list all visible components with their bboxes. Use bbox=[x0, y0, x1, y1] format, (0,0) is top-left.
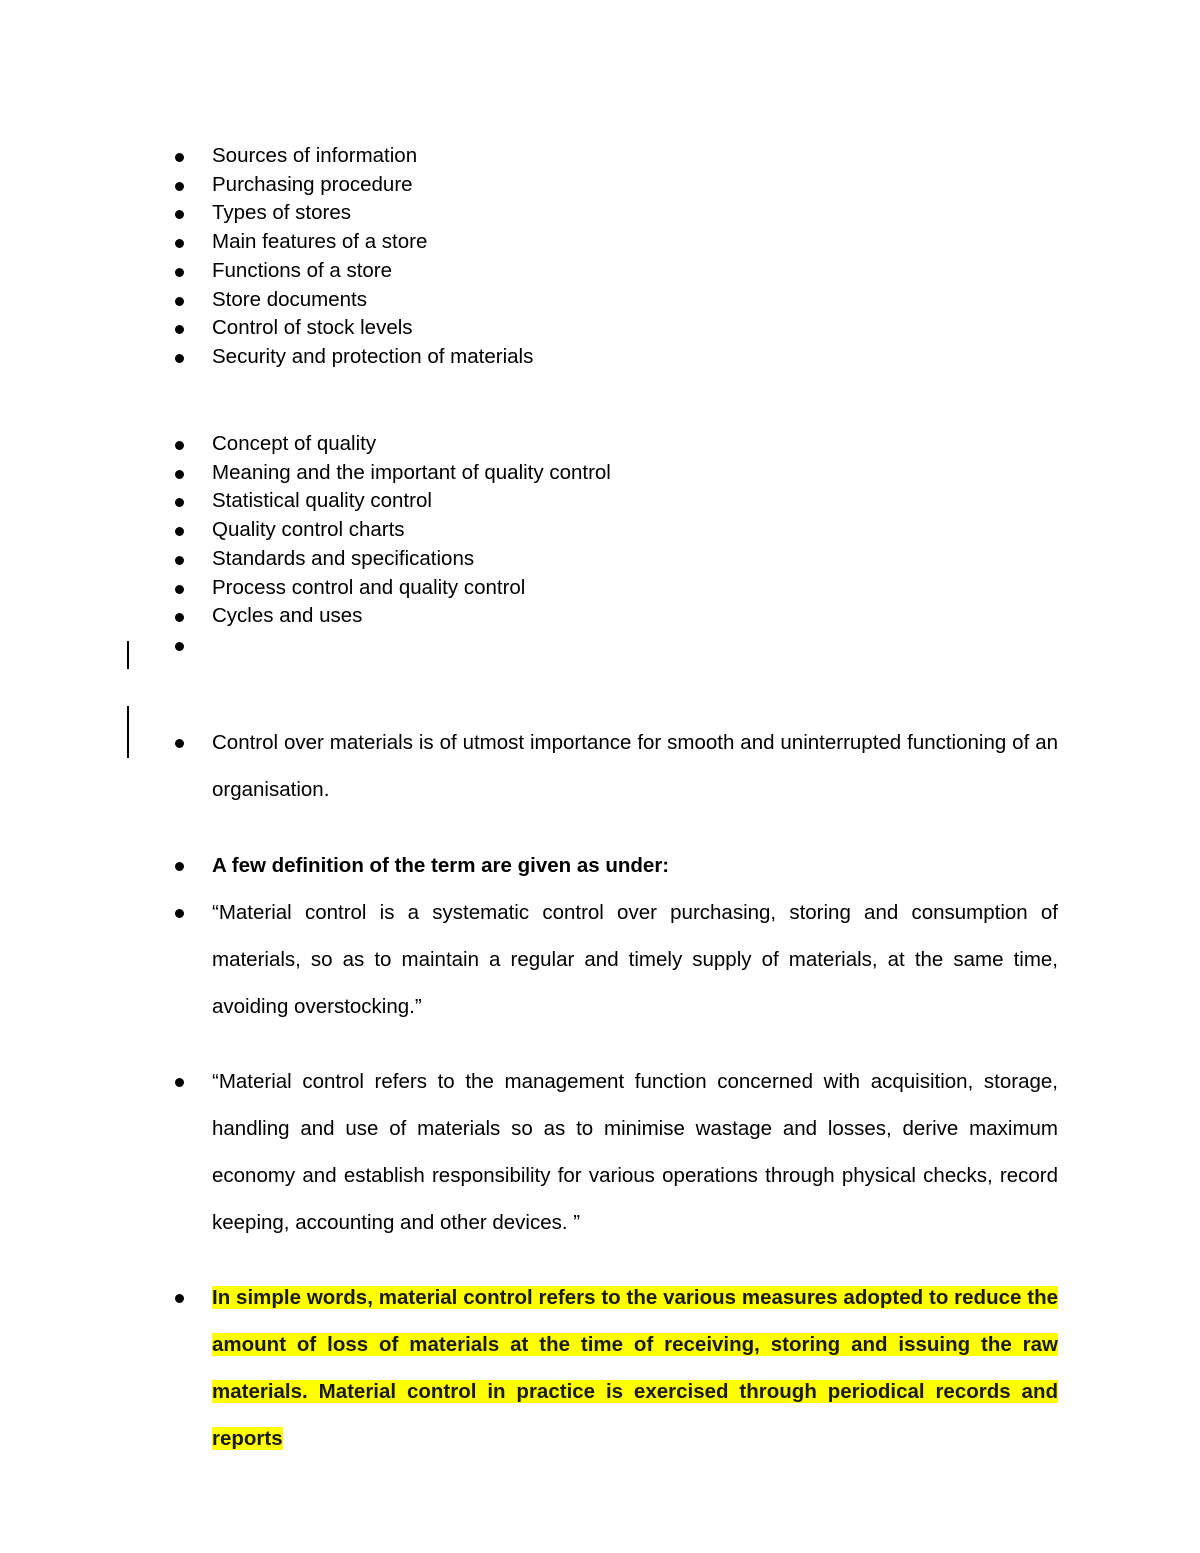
paragraph-list bbox=[0, 719, 1058, 813]
bullet-icon bbox=[175, 239, 184, 248]
bullet-icon bbox=[175, 862, 184, 871]
list-item bbox=[0, 286, 1058, 315]
paragraph-list bbox=[0, 1274, 1058, 1462]
list-item-label: Store documents bbox=[212, 287, 367, 311]
list-item-label: Main features of a store bbox=[212, 230, 428, 254]
list-item bbox=[0, 142, 1058, 171]
list-item bbox=[0, 430, 1058, 459]
list-item-label: Quality control charts bbox=[212, 518, 405, 542]
list-item bbox=[0, 574, 1058, 603]
definition-one: “Material control is a systematic control over purchasing, storing and consumption of materials, so as to maintain a regular and timely supply of materials, at the same time, avoiding overstocking.” bbox=[212, 901, 1058, 1018]
list-item bbox=[0, 1058, 1058, 1246]
list-item-label: Functions of a store bbox=[212, 258, 393, 282]
list-item bbox=[0, 343, 1058, 372]
list-item-label: Purchasing procedure bbox=[212, 172, 413, 196]
definition-two: “Material control refers to the management function concerned with acquisition, storage, handling and use of materials so as to minimise wastage and losses, derive maximum economy and establish responsibility for various operations through physical checks, record keeping, accounting and other devices. ” bbox=[212, 1070, 1058, 1234]
bullet-icon bbox=[175, 556, 184, 565]
list-item-label: Statistical quality control bbox=[212, 489, 432, 513]
bullet-icon bbox=[175, 585, 184, 594]
topic-list-one bbox=[0, 142, 1058, 372]
list-item bbox=[0, 199, 1058, 228]
bullet-icon bbox=[175, 325, 184, 334]
bullet-icon bbox=[175, 210, 184, 219]
list-item-label: Cycles and uses bbox=[212, 604, 363, 628]
list-item-label: Concept of quality bbox=[212, 432, 377, 455]
list-item-label: Standards and specifications bbox=[212, 546, 475, 570]
highlighted-summary: In simple words, material control refers to the various measures adopted to reduce the amount of loss of materials at the time of receiving, storing and issuing the raw materials. Material control in practice is exercised through periodical records and reports bbox=[212, 1286, 1058, 1450]
definitions-heading: A few definition of the term are given as under: bbox=[212, 854, 670, 877]
paragraph-list bbox=[0, 1058, 1058, 1246]
topic-list-two bbox=[0, 430, 1058, 631]
list-item-label: Types of stores bbox=[212, 201, 352, 225]
bullet-icon bbox=[175, 613, 184, 622]
list-item-label: Security and protection of materials bbox=[212, 344, 534, 368]
list-item bbox=[0, 842, 1058, 889]
list-item bbox=[0, 719, 1058, 813]
bullet-icon bbox=[175, 268, 184, 277]
list-item bbox=[0, 1274, 1058, 1462]
list-item-label: Process control and quality control bbox=[212, 575, 526, 599]
bullet-icon bbox=[175, 642, 184, 651]
paragraph-control-over-materials: Control over materials is of utmost importance for smooth and uninterrupted functioning of an organisation. bbox=[212, 731, 1058, 801]
bullet-icon bbox=[175, 739, 184, 748]
list-item bbox=[0, 545, 1058, 574]
bullet-icon bbox=[175, 441, 184, 450]
paragraph-list bbox=[0, 842, 1058, 1030]
list-item bbox=[0, 516, 1058, 545]
list-item bbox=[0, 889, 1058, 1030]
list-item bbox=[0, 257, 1058, 286]
list-item bbox=[0, 228, 1058, 257]
bullet-icon bbox=[175, 1078, 184, 1087]
bullet-icon bbox=[175, 354, 184, 363]
list-item-label: Sources of information bbox=[212, 144, 418, 167]
list-item bbox=[0, 459, 1058, 488]
bullet-icon bbox=[175, 527, 184, 536]
list-item-label: Control of stock levels bbox=[212, 316, 413, 340]
bullet-icon bbox=[175, 297, 184, 306]
bullet-icon bbox=[175, 909, 184, 918]
list-item bbox=[0, 487, 1058, 516]
list-item bbox=[0, 314, 1058, 343]
list-item bbox=[0, 602, 1058, 631]
bullet-icon bbox=[175, 153, 184, 162]
bullet-icon bbox=[175, 1294, 184, 1303]
bullet-icon bbox=[175, 498, 184, 507]
text-cursor-mark bbox=[127, 641, 129, 669]
list-item bbox=[0, 171, 1058, 200]
list-item-label: Meaning and the important of quality control bbox=[212, 460, 611, 484]
bullet-icon bbox=[175, 182, 184, 191]
bullet-icon bbox=[175, 470, 184, 479]
